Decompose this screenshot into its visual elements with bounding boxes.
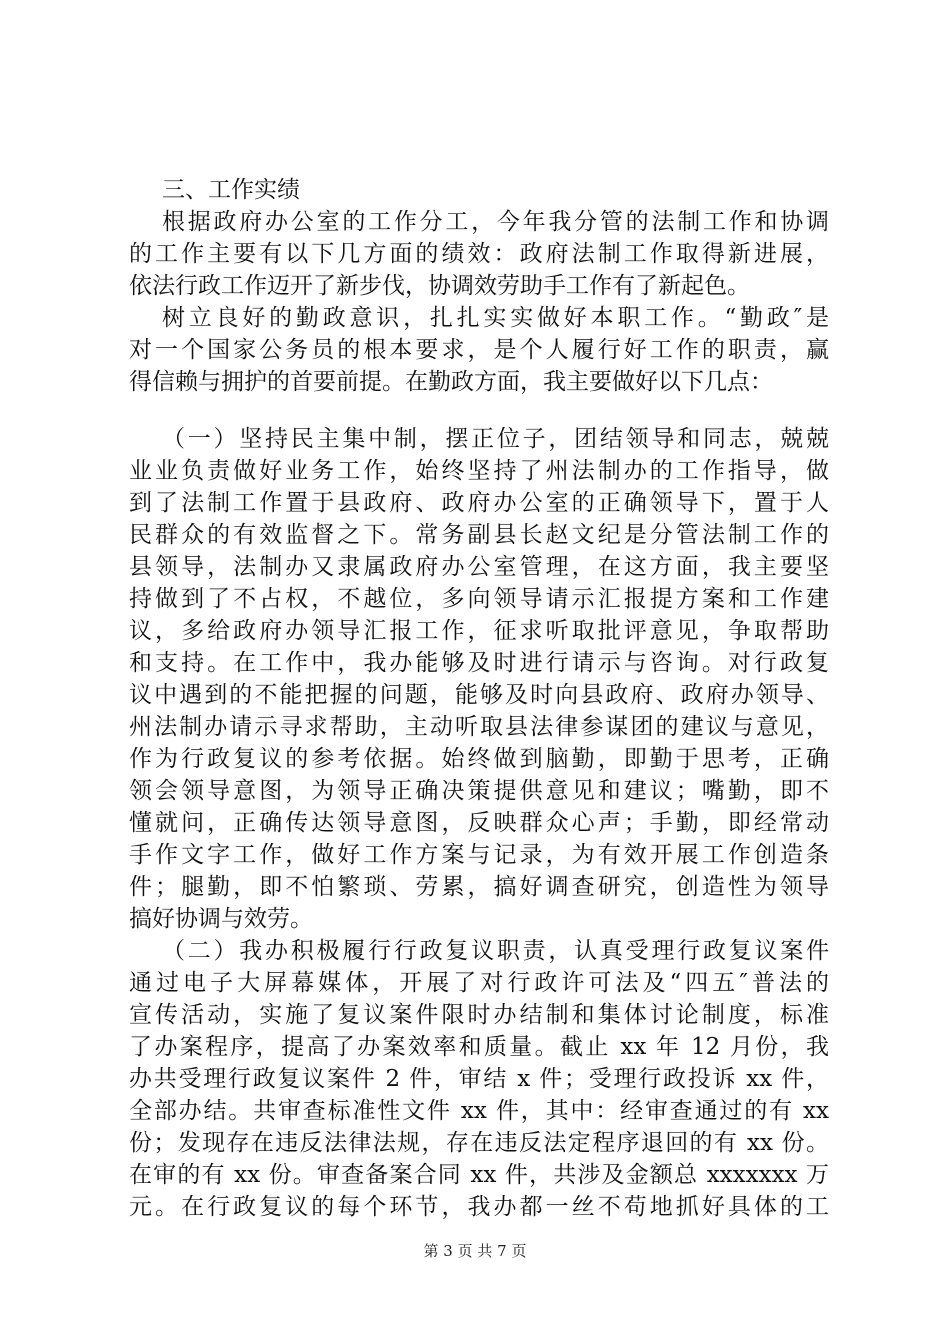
paragraph-line: 州法制办请示寻求帮助，主动听取县法律参谋团的建议与意见，: [129, 714, 829, 740]
paragraph-line: 议中遇到的不能把握的问题，能够及时向县政府、政府办领导、: [129, 682, 829, 708]
paragraph-line: 件；腿勤，即不怕繁琐、劳累，搞好调查研究，创造性为领导: [129, 874, 829, 900]
paragraph-line: 业业负责做好业务工作，始终坚持了州法制办的工作指导，做: [129, 458, 829, 484]
paragraph-line: 宣传活动，实施了复议案件限时办结制和集体讨论制度，标准: [129, 1002, 829, 1028]
paragraph-line: 领会领导意图，为领导正确决策提供意见和建议；嘴勤，即不: [129, 778, 829, 804]
paragraph-line: 办共受理行政复议案件 2 件，审结 x 件；受理行政投诉 xx 件，: [129, 1066, 829, 1092]
paragraph-line: 持做到了不占权，不越位，多向领导请示汇报提方案和工作建: [129, 586, 829, 612]
paragraph-line: 手作文字工作，做好工作方案与记录，为有效开展工作创造条: [129, 842, 829, 868]
paragraph-line: 县领导，法制办又隶属政府办公室管理，在这方面，我主要坚: [129, 554, 829, 580]
paragraph-line: （二）我办积极履行行政复议职责，认真受理行政复议案件: [162, 938, 829, 964]
paragraph-line: 全部办结。共审查标准性文件 xx 件，其中：经审查通过的有 xx: [129, 1098, 829, 1124]
paragraph-line: 根据政府办公室的工作分工，今年我分管的法制工作和协调: [162, 209, 829, 235]
paragraph-line: 对一个国家公务员的根本要求，是个人履行好工作的职责，赢: [129, 337, 829, 363]
paragraph-line: 民群众的有效监督之下。常务副县长赵文纪是分管法制工作的: [129, 522, 829, 548]
paragraph-line: 搞好协调与效劳。: [129, 906, 313, 932]
paragraph-line: 在审的有 xx 份。审查备案合同 xx 件，共涉及金额总 xxxxxxx 万: [129, 1162, 829, 1188]
page-number-footer: 第 3 页 共 7 页: [423, 1242, 527, 1260]
paragraph-line: 和支持。在工作中，我办能够及时进行请示与咨询。对行政复: [129, 650, 829, 676]
paragraph-line: 的工作主要有以下几方面的绩效：政府法制工作取得新进展，: [129, 241, 829, 267]
paragraph-line: 元。在行政复议的每个环节，我办都一丝不苟地抓好具体的工: [129, 1194, 829, 1220]
paragraph-line: 懂就问，正确传达领导意图，反映群众心声；手勤，即经常动: [129, 810, 829, 836]
paragraph-line: 树立良好的勤政意识，扎扎实实做好本职工作。“勤政″是: [162, 305, 829, 331]
paragraph-line: 依法行政工作迈开了新步伐，协调效劳助手工作有了新起色。: [129, 273, 750, 299]
section-heading: 三、工作实绩: [162, 177, 300, 203]
paragraph-line: 通过电子大屏幕媒体，开展了对行政许可法及“四五″普法的: [129, 970, 829, 996]
paragraph-line: （一）坚持民主集中制，摆正位子，团结领导和同志，兢兢: [162, 426, 829, 452]
paragraph-line: 作为行政复议的参考依据。始终做到脑勤，即勤于思考，正确: [129, 746, 829, 772]
paragraph-line: 份；发现存在违反法律法规，存在违反法定程序退回的有 xx 份。: [129, 1130, 829, 1156]
paragraph-line: 了办案程序，提高了办案效率和质量。截止 xx 年 12 月份，我: [129, 1034, 829, 1060]
paragraph-line: 得信赖与拥护的首要前提。在勤政方面，我主要做好以下几点：: [129, 369, 773, 395]
paragraph-line: 议，多给政府办领导汇报工作，征求听取批评意见，争取帮助: [129, 618, 829, 644]
paragraph-line: 到了法制工作置于县政府、政府办公室的正确领导下，置于人: [129, 490, 829, 516]
